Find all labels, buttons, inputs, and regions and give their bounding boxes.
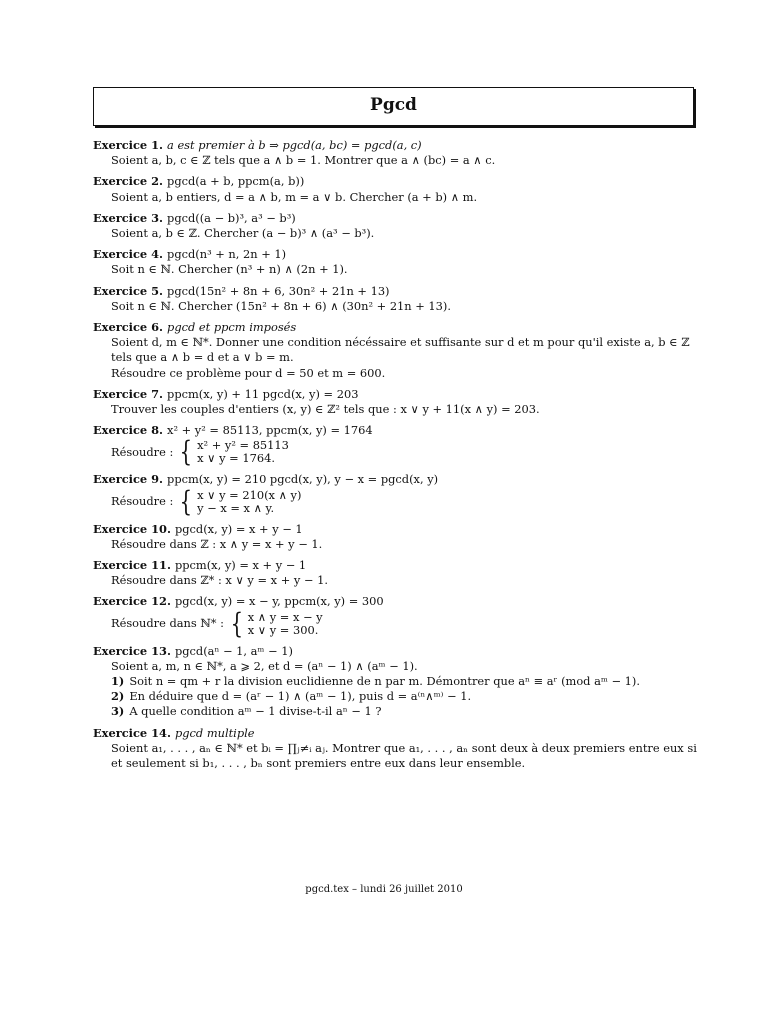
left-brace-symbol: { [179,484,193,518]
exercise-title: pgcd(aⁿ − 1, aᵐ − 1) [174,643,293,658]
exercise-item [93,138,699,168]
exercise-label: Exercice 9. [93,472,164,487]
exercise-item [93,726,699,772]
exercise-text: Soient a, b ∈ ℤ. Chercher (a − b)³ ∧ (a³ − b³). [111,226,375,241]
exercise-text: Résoudre dans ℤ : x ∧ y = x + y − 1. [111,536,323,551]
exercise-title: pgcd((a − b)³, a³ − b³) [167,210,296,225]
exercise-heading [93,138,699,153]
exercise-item [93,522,699,552]
exercise-text: Soient a, b entiers, d = a ∧ b, m = a ∨ b. Chercher (a + b) ∧ m. [111,189,478,204]
exercise-list [93,138,699,777]
exercise-text: Trouver les couples d'entiers (x, y) ∈ ℤ² tels que : x ∨ y + 11(x ∧ y) = 203. [111,402,540,417]
title-box [93,87,694,126]
exercise-heading [93,284,699,299]
exercise-text: Soient a, b, c ∈ ℤ tels que a ∧ b = 1. Montrer que a ∧ (bc) = a ∧ c. [111,153,496,168]
exercise-label: Exercice 6. [93,320,164,335]
exercise-heading [93,247,699,262]
system-equations [197,439,289,465]
exercise-text: Soit n ∈ ℕ. Chercher (15n² + 8n + 6) ∧ (30n² + 21n + 13). [111,298,451,313]
exercise-title: pgcd(15n² + 8n + 6, 30n² + 21n + 13) [167,283,390,298]
system-equations [197,489,301,515]
exercise-heading [93,726,699,741]
exercise-title: pgcd(x, y) = x + y − 1 [174,521,303,536]
exercise-label: Exercice 11. [93,558,171,573]
left-brace-symbol: { [230,606,244,640]
system-label: Résoudre : [111,494,174,509]
equation-system [93,484,699,518]
exercise-label: Exercice 4. [93,247,164,262]
equation-system [93,606,699,640]
exercise-item [93,320,699,381]
question-item [93,674,699,689]
system-equation: x ∨ y = 1764. [197,451,275,466]
exercise-label: Exercice 3. [93,210,164,225]
exercise-text: Soit n ∈ ℕ. Chercher (n³ + n) ∧ (2n + 1). [111,262,348,277]
question-text: En déduire que d = (aʳ − 1) ∧ (aᵐ − 1), puis d = a⁽ⁿ∧ᵐ⁾ − 1. [129,689,472,704]
page-footer: pgcd.tex – lundi 26 juillet 2010 [305,884,463,895]
exercise-label: Exercice 10. [93,521,171,536]
exercise-title: pgcd(x, y) = x − y, ppcm(x, y) = 300 [174,594,384,609]
question-number: 3) [111,704,125,719]
system-equation: x² + y² = 85113 [197,438,289,453]
exercise-item [93,644,699,720]
exercise-label: Exercice 14. [93,725,171,740]
exercise-heading [93,644,699,659]
question-item [93,689,699,704]
question-item [93,704,699,719]
exercise-text: Soient a, m, n ∈ ℕ*, a ⩾ 2, et d = (aⁿ − 1) ∧ (aᵐ − 1). [111,658,418,673]
exercise-item [93,247,699,277]
exercise-heading [93,558,699,573]
exercise-label: Exercice 2. [93,174,164,189]
exercise-item [93,387,699,417]
system-equation: y − x = x ∧ y. [197,500,275,515]
exercise-title: pgcd et ppcm imposés [167,320,297,335]
exercise-heading [93,522,699,537]
exercise-text: Soient a₁, . . . , aₙ ∈ ℕ* et bᵢ = ∏ⱼ≠ᵢ aⱼ. Montrer que a₁, . . . , aₙ sont deux à deux premiers entre eux si et seulement si b₁, . . . , bₙ sont premiers entre eux dans leur ensemble. [111,740,697,771]
exercise-text: Soient d, m ∈ ℕ*. Donner une condition nécéssaire et suffisante sur d et m pour qu'il existe a, b ∈ ℤ tels que a ∧ b = d et a ∨ b = m. [111,335,690,365]
exercise-item [93,211,699,241]
equation-system [93,435,699,469]
question-text: Soit n = qm + r la division euclidienne de n par m. Démontrer que aⁿ ≡ aʳ (mod aᵐ − 1). [129,674,640,689]
exercise-title: ppcm(x, y) = x + y − 1 [174,558,307,573]
system-equation: x ∨ y = 210(x ∧ y) [197,487,302,502]
exercise-title: x² + y² = 85113, ppcm(x, y) = 1764 [167,423,373,438]
question-number: 1) [111,674,125,689]
exercise-heading [93,211,699,226]
system-equation: x ∧ y = x − y [247,609,323,624]
exercise-title: pgcd multiple [174,725,255,740]
system-label: Résoudre : [111,444,174,459]
exercise-title: ppcm(x, y) + 11 pgcd(x, y) = 203 [167,386,359,401]
system-equations [248,611,323,637]
exercise-label: Exercice 1. [93,138,164,152]
exercise-title: pgcd(a + b, ppcm(a, b)) [167,174,305,189]
exercise-text: Résoudre ce problème pour d = 50 et m = 600. [111,365,386,380]
system-equation: x ∨ y = 300. [247,622,319,637]
exercise-item [93,423,699,469]
page-title: Pgcd [370,95,417,115]
exercise-heading [93,594,699,609]
exercise-title: ppcm(x, y) = 210 pgcd(x, y), y − x = pgcd(x, y) [167,472,439,487]
exercise-item [93,594,699,640]
exercise-item [93,174,699,204]
exercise-label: Exercice 12. [93,594,171,609]
exercise-label: Exercice 8. [93,423,164,438]
left-brace-symbol: { [179,435,193,469]
exercise-heading [93,320,699,335]
exercise-label: Exercice 13. [93,643,171,658]
exercise-text: Résoudre dans ℤ* : x ∨ y = x + y − 1. [111,573,328,588]
question-text: A quelle condition aᵐ − 1 divise-t-il aⁿ − 1 ? [129,704,382,719]
exercise-item [93,284,699,314]
exercise-title: a est premier à b ⇒ pgcd(a, bc) = pgcd(a, c) [167,138,422,152]
system-label: Résoudre dans ℕ* : [111,616,224,631]
question-number: 2) [111,689,125,704]
exercise-heading [93,387,699,402]
exercise-item [93,472,699,518]
exercise-label: Exercice 5. [93,283,164,298]
exercise-item [93,558,699,588]
exercise-label: Exercice 7. [93,386,164,401]
exercise-heading [93,174,699,189]
exercise-title: pgcd(n³ + n, 2n + 1) [167,247,287,262]
